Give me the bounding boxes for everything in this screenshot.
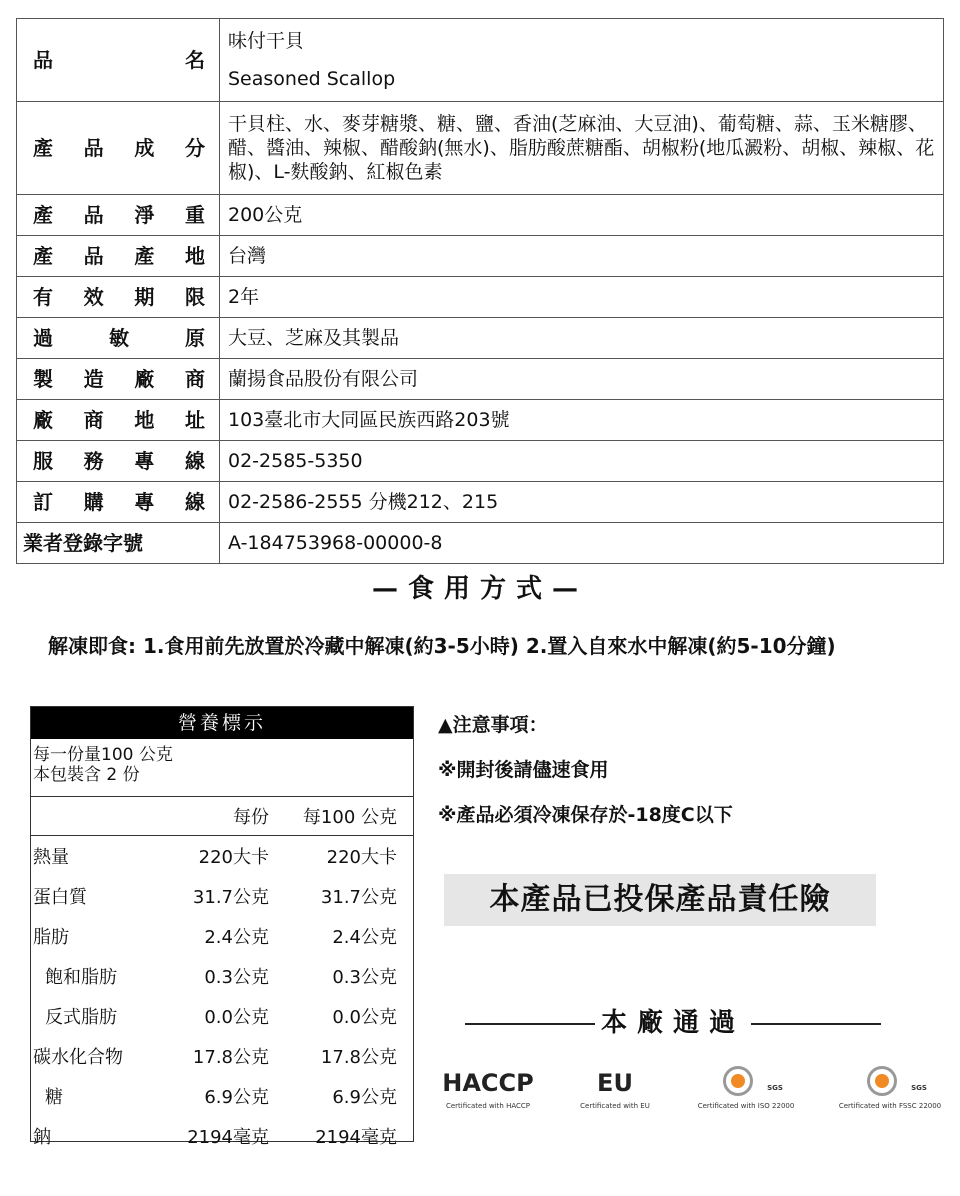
usage-text: 解凍即食: 1.食用前先放置於冷藏中解凍(約3-5小時) 2.置入自來水中解凍(約5-10分鐘) bbox=[48, 634, 836, 658]
product-name-zh: 味付干貝 bbox=[228, 30, 305, 52]
col-per-serving: 每份 bbox=[233, 807, 269, 828]
nutrition-row bbox=[31, 1116, 413, 1156]
note-item: ※產品必須冷凍保存於-18度C以下 bbox=[438, 804, 733, 826]
nutrient-per-serving: 31.7公克 bbox=[192, 887, 269, 908]
key-registration: 業者登錄字號 bbox=[17, 523, 220, 564]
row-origin bbox=[17, 236, 944, 277]
key-net-weight: 產 品 淨 重 bbox=[33, 203, 205, 227]
haccp-logo: HACCP bbox=[442, 1069, 534, 1097]
nutrition-row bbox=[31, 1036, 413, 1076]
key-shelf-life: 有 效 期 限 bbox=[33, 285, 205, 309]
insurance-banner: 本產品已投保產品責任險 bbox=[444, 874, 876, 926]
nutrition-row bbox=[31, 836, 413, 876]
certifications-title: 本廠通過 bbox=[460, 1002, 886, 1039]
service-line-value: 02-2585-5350 bbox=[220, 441, 944, 482]
nutrition-title: 營養標示 bbox=[31, 707, 413, 739]
sgs-logo-icon bbox=[867, 1066, 897, 1096]
cert-iso22000: $^{SGS}$ Certificated with ISO 22000 bbox=[690, 1064, 802, 1110]
row-service-line bbox=[17, 441, 944, 482]
nutrient-name: 糖 bbox=[45, 1087, 63, 1108]
product-name-en: Seasoned Scallop bbox=[228, 68, 396, 90]
eu-logo: EU bbox=[597, 1069, 633, 1097]
nutrient-name: 脂肪 bbox=[33, 927, 69, 948]
product-info-table bbox=[16, 18, 944, 564]
row-shelf-life bbox=[17, 277, 944, 318]
notes-section bbox=[438, 710, 733, 845]
nutrient-name: 飽和脂肪 bbox=[45, 967, 117, 988]
address-value: 103臺北市大同區民族西路203號 bbox=[220, 400, 944, 441]
registration-value: A-184753968-00000-8 bbox=[220, 523, 944, 564]
nutrient-name: 鈉 bbox=[33, 1127, 51, 1148]
nutrition-serving-info bbox=[31, 739, 413, 797]
nutrition-facts-panel bbox=[30, 706, 414, 1148]
cert-caption: Certificated with FSSC 22000 bbox=[838, 1102, 942, 1110]
notes-title: ▲注意事項： bbox=[438, 714, 548, 736]
nutrient-per-serving: 0.0公克 bbox=[204, 1007, 269, 1028]
order-line-value: 02-2586-2555 分機212、215 bbox=[220, 482, 944, 523]
row-product-name bbox=[17, 19, 944, 102]
manufacturer-value: 蘭揚食品股份有限公司 bbox=[220, 359, 944, 400]
nutrient-name: 熱量 bbox=[33, 847, 69, 868]
row-address bbox=[17, 400, 944, 441]
nutrient-per-serving: 0.3公克 bbox=[204, 967, 269, 988]
nutrition-row bbox=[31, 916, 413, 956]
nutrient-per-serving: 2.4公克 bbox=[204, 927, 269, 948]
key-address: 廠 商 地 址 bbox=[33, 408, 205, 432]
nutrition-row bbox=[31, 996, 413, 1036]
nutrition-column-header bbox=[31, 797, 413, 836]
nutrient-per-100g: 0.3公克 bbox=[332, 967, 397, 988]
nutrient-per-100g: 6.9公克 bbox=[332, 1087, 397, 1108]
nutrient-per-100g: 2.4公克 bbox=[332, 927, 397, 948]
col-per-100g: 每100 公克 bbox=[302, 807, 397, 828]
nutrient-name: 反式脂肪 bbox=[45, 1007, 117, 1028]
key-product-name: 品 名 bbox=[17, 19, 220, 102]
row-net-weight bbox=[17, 195, 944, 236]
servings-per-package: 本包裝含 2 份 bbox=[33, 765, 140, 785]
cert-fssc22000: $^{SGS}$ Certificated with FSSC 22000 bbox=[834, 1064, 946, 1110]
nutrient-name: 蛋白質 bbox=[33, 887, 87, 908]
row-manufacturer bbox=[17, 359, 944, 400]
nutrient-per-serving: 220大卡 bbox=[198, 847, 269, 868]
key-service-line: 服 務 專 線 bbox=[33, 449, 205, 473]
nutrition-row bbox=[31, 876, 413, 916]
nutrient-per-100g: 31.7公克 bbox=[320, 887, 397, 908]
ingredients-value: 干貝柱、水、麥芽糖漿、糖、鹽、香油(芝麻油、大豆油)、葡萄糖、蒜、玉米糖膠、醋、醬油、辣椒、醋酸鈉(無水)、脂肪酸蔗糖酯、胡椒粉(地瓜澱粉、胡椒、辣椒、花椒)、L-麩酸鈉、紅椒色素 bbox=[220, 102, 944, 195]
cert-caption: Certificated with EU bbox=[580, 1102, 650, 1110]
cert-haccp bbox=[434, 1064, 542, 1110]
nutrient-per-100g: 0.0公克 bbox=[332, 1007, 397, 1028]
key-order-line: 訂 購 專 線 bbox=[33, 490, 205, 514]
serving-size: 每一份量100 公克 bbox=[33, 745, 173, 765]
net-weight-value: 200公克 bbox=[220, 195, 944, 236]
nutrient-per-100g: 220大卡 bbox=[326, 847, 397, 868]
nutrient-per-serving: 17.8公克 bbox=[192, 1047, 269, 1068]
nutrition-row bbox=[31, 956, 413, 996]
row-allergen bbox=[17, 318, 944, 359]
row-ingredients bbox=[17, 102, 944, 195]
key-ingredients: 產 品 成 分 bbox=[33, 136, 205, 160]
nutrient-per-100g: 17.8公克 bbox=[320, 1047, 397, 1068]
key-manufacturer: 製 造 廠 商 bbox=[33, 367, 205, 391]
nutrient-name: 碳水化合物 bbox=[33, 1047, 123, 1068]
key-allergen: 過 敏 原 bbox=[33, 326, 205, 350]
row-registration bbox=[17, 523, 944, 564]
nutrient-per-serving: 6.9公克 bbox=[204, 1087, 269, 1108]
shelf-life-value: 2年 bbox=[220, 277, 944, 318]
row-order-line bbox=[17, 482, 944, 523]
allergen-value: 大豆、芝麻及其製品 bbox=[220, 318, 944, 359]
cert-caption: Certificated with HACCP bbox=[445, 1102, 531, 1110]
cert-caption: Certificated with ISO 22000 bbox=[697, 1102, 795, 1110]
nutrition-rows bbox=[31, 836, 413, 1156]
cert-eu bbox=[560, 1064, 670, 1110]
nutrition-row bbox=[31, 1076, 413, 1116]
nutrient-per-100g: 2194毫克 bbox=[315, 1127, 397, 1148]
usage-title: —食用方式— bbox=[371, 574, 588, 604]
note-item: ※開封後請儘速食用 bbox=[438, 759, 609, 781]
origin-value: 台灣 bbox=[220, 236, 944, 277]
key-origin: 產 品 產 地 bbox=[33, 244, 205, 268]
sgs-logo-icon bbox=[723, 1066, 753, 1096]
nutrient-per-serving: 2194毫克 bbox=[187, 1127, 269, 1148]
